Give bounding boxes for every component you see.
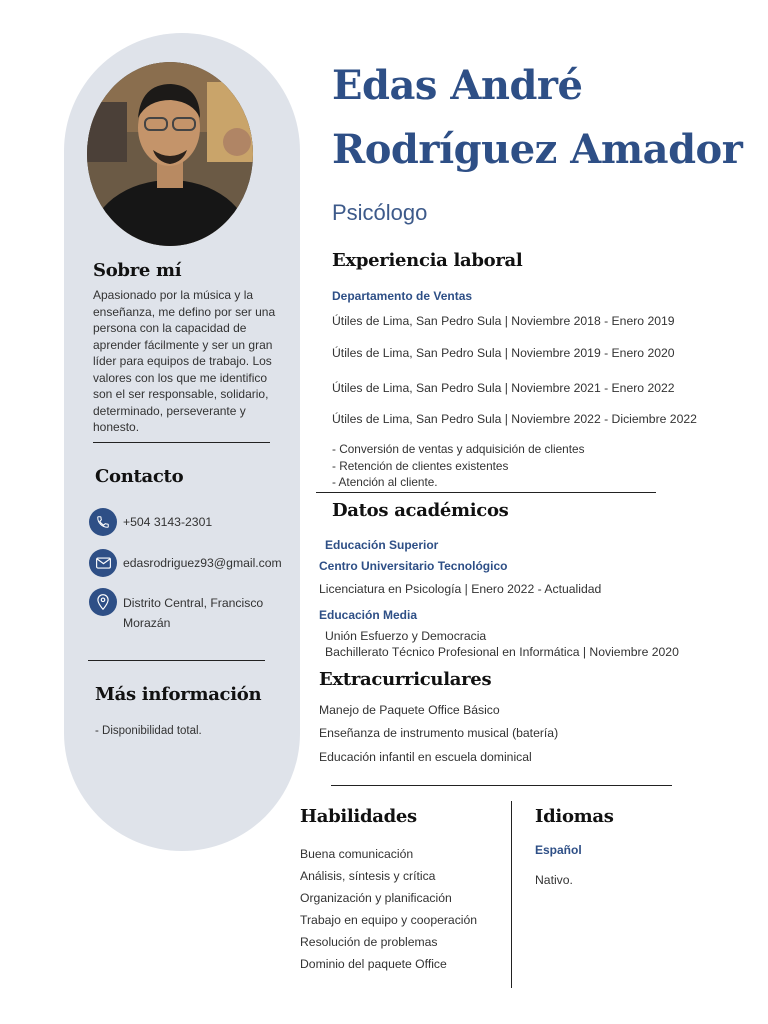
contact-location-line2: Morazán [123, 616, 171, 630]
profile-photo-illustration [87, 62, 253, 246]
skill-item: Organización y planificación [300, 891, 452, 905]
secondary-education-label: Educación Media [319, 608, 418, 622]
skill-item: Resolución de problemas [300, 935, 438, 949]
experience-divider [316, 492, 656, 493]
full-name [332, 54, 752, 182]
job-role: Psicólogo [332, 200, 428, 225]
duty-item: - Conversión de ventas y adquisición de clientes [332, 442, 585, 456]
skill-item: Dominio del paquete Office [300, 957, 447, 971]
university-name: Centro Universitario Tecnológico [319, 559, 508, 573]
duty-item: - Retención de clientes existentes [332, 459, 509, 473]
more-info-title: Más información [95, 684, 262, 705]
skills-title: Habilidades [300, 806, 417, 827]
skill-item: Análisis, síntesis y crítica [300, 869, 436, 883]
contact-location-line1: Distrito Central, Francisco [123, 596, 264, 610]
extracurricular-divider [331, 785, 672, 786]
phone-icon [89, 508, 117, 536]
school-name: Unión Esfuerzo y Democracia [325, 629, 487, 643]
extracurricular-item: Enseñanza de instrumento musical (batería) [319, 726, 559, 740]
job-entry: Útiles de Lima, San Pedro Sula | Noviembre 2022 - Diciembre 2022 [332, 412, 697, 426]
extracurricular-title: Extracurriculares [319, 669, 492, 690]
extracurricular-item: Educación infantil en escuela dominical [319, 750, 532, 764]
about-text: Apasionado por la música y la enseñanza, me defino por ser una persona con la capacidad de aprender fácilmente y ser un gran líder para equipos de trabajo. Los valores con los que me identifico son el ser responsable, solidario, determinado, perseverante y honesto. [93, 288, 276, 434]
contact-divider [88, 660, 265, 661]
language-level: Nativo. [535, 873, 573, 887]
name-line-1: Edas André [332, 62, 583, 109]
location-pin-icon [89, 588, 117, 616]
contact-title: Contacto [95, 466, 184, 487]
contact-email[interactable]: edasrodriguez93@gmail.com [123, 556, 282, 570]
skill-item: Buena comunicación [300, 847, 414, 861]
experience-department: Departamento de Ventas [332, 289, 473, 303]
name-line-2: Rodríguez Amador [332, 126, 743, 173]
more-info-text: - Disponibilidad total. [95, 725, 202, 737]
languages-title: Idiomas [535, 806, 614, 827]
contact-phone[interactable]: +504 3143-2301 [123, 515, 213, 529]
language-name: Español [535, 843, 582, 857]
about-divider [93, 442, 270, 443]
skill-item: Trabajo en equipo y cooperación [300, 913, 478, 927]
profile-photo [87, 62, 253, 246]
higher-education-label: Educación Superior [325, 538, 439, 552]
diploma-entry: Bachillerato Técnico Profesional en Informática | Noviembre 2020 [325, 645, 679, 659]
email-icon [89, 549, 117, 577]
job-entry: Útiles de Lima, San Pedro Sula | Noviembre 2021 - Enero 2022 [332, 381, 675, 395]
duty-item: - Atención al cliente. [332, 475, 438, 489]
about-title: Sobre mí [93, 260, 182, 281]
experience-title: Experiencia laboral [332, 250, 523, 271]
job-entry: Útiles de Lima, San Pedro Sula | Noviembre 2019 - Enero 2020 [332, 346, 675, 360]
extracurricular-item: Manejo de Paquete Office Básico [319, 703, 500, 717]
skills-languages-divider [511, 801, 512, 988]
education-title: Datos académicos [332, 500, 509, 521]
degree-entry: Licenciatura en Psicología | Enero 2022 - Actualidad [319, 582, 602, 596]
job-entry: Útiles de Lima, San Pedro Sula | Noviembre 2018 - Enero 2019 [332, 314, 675, 328]
